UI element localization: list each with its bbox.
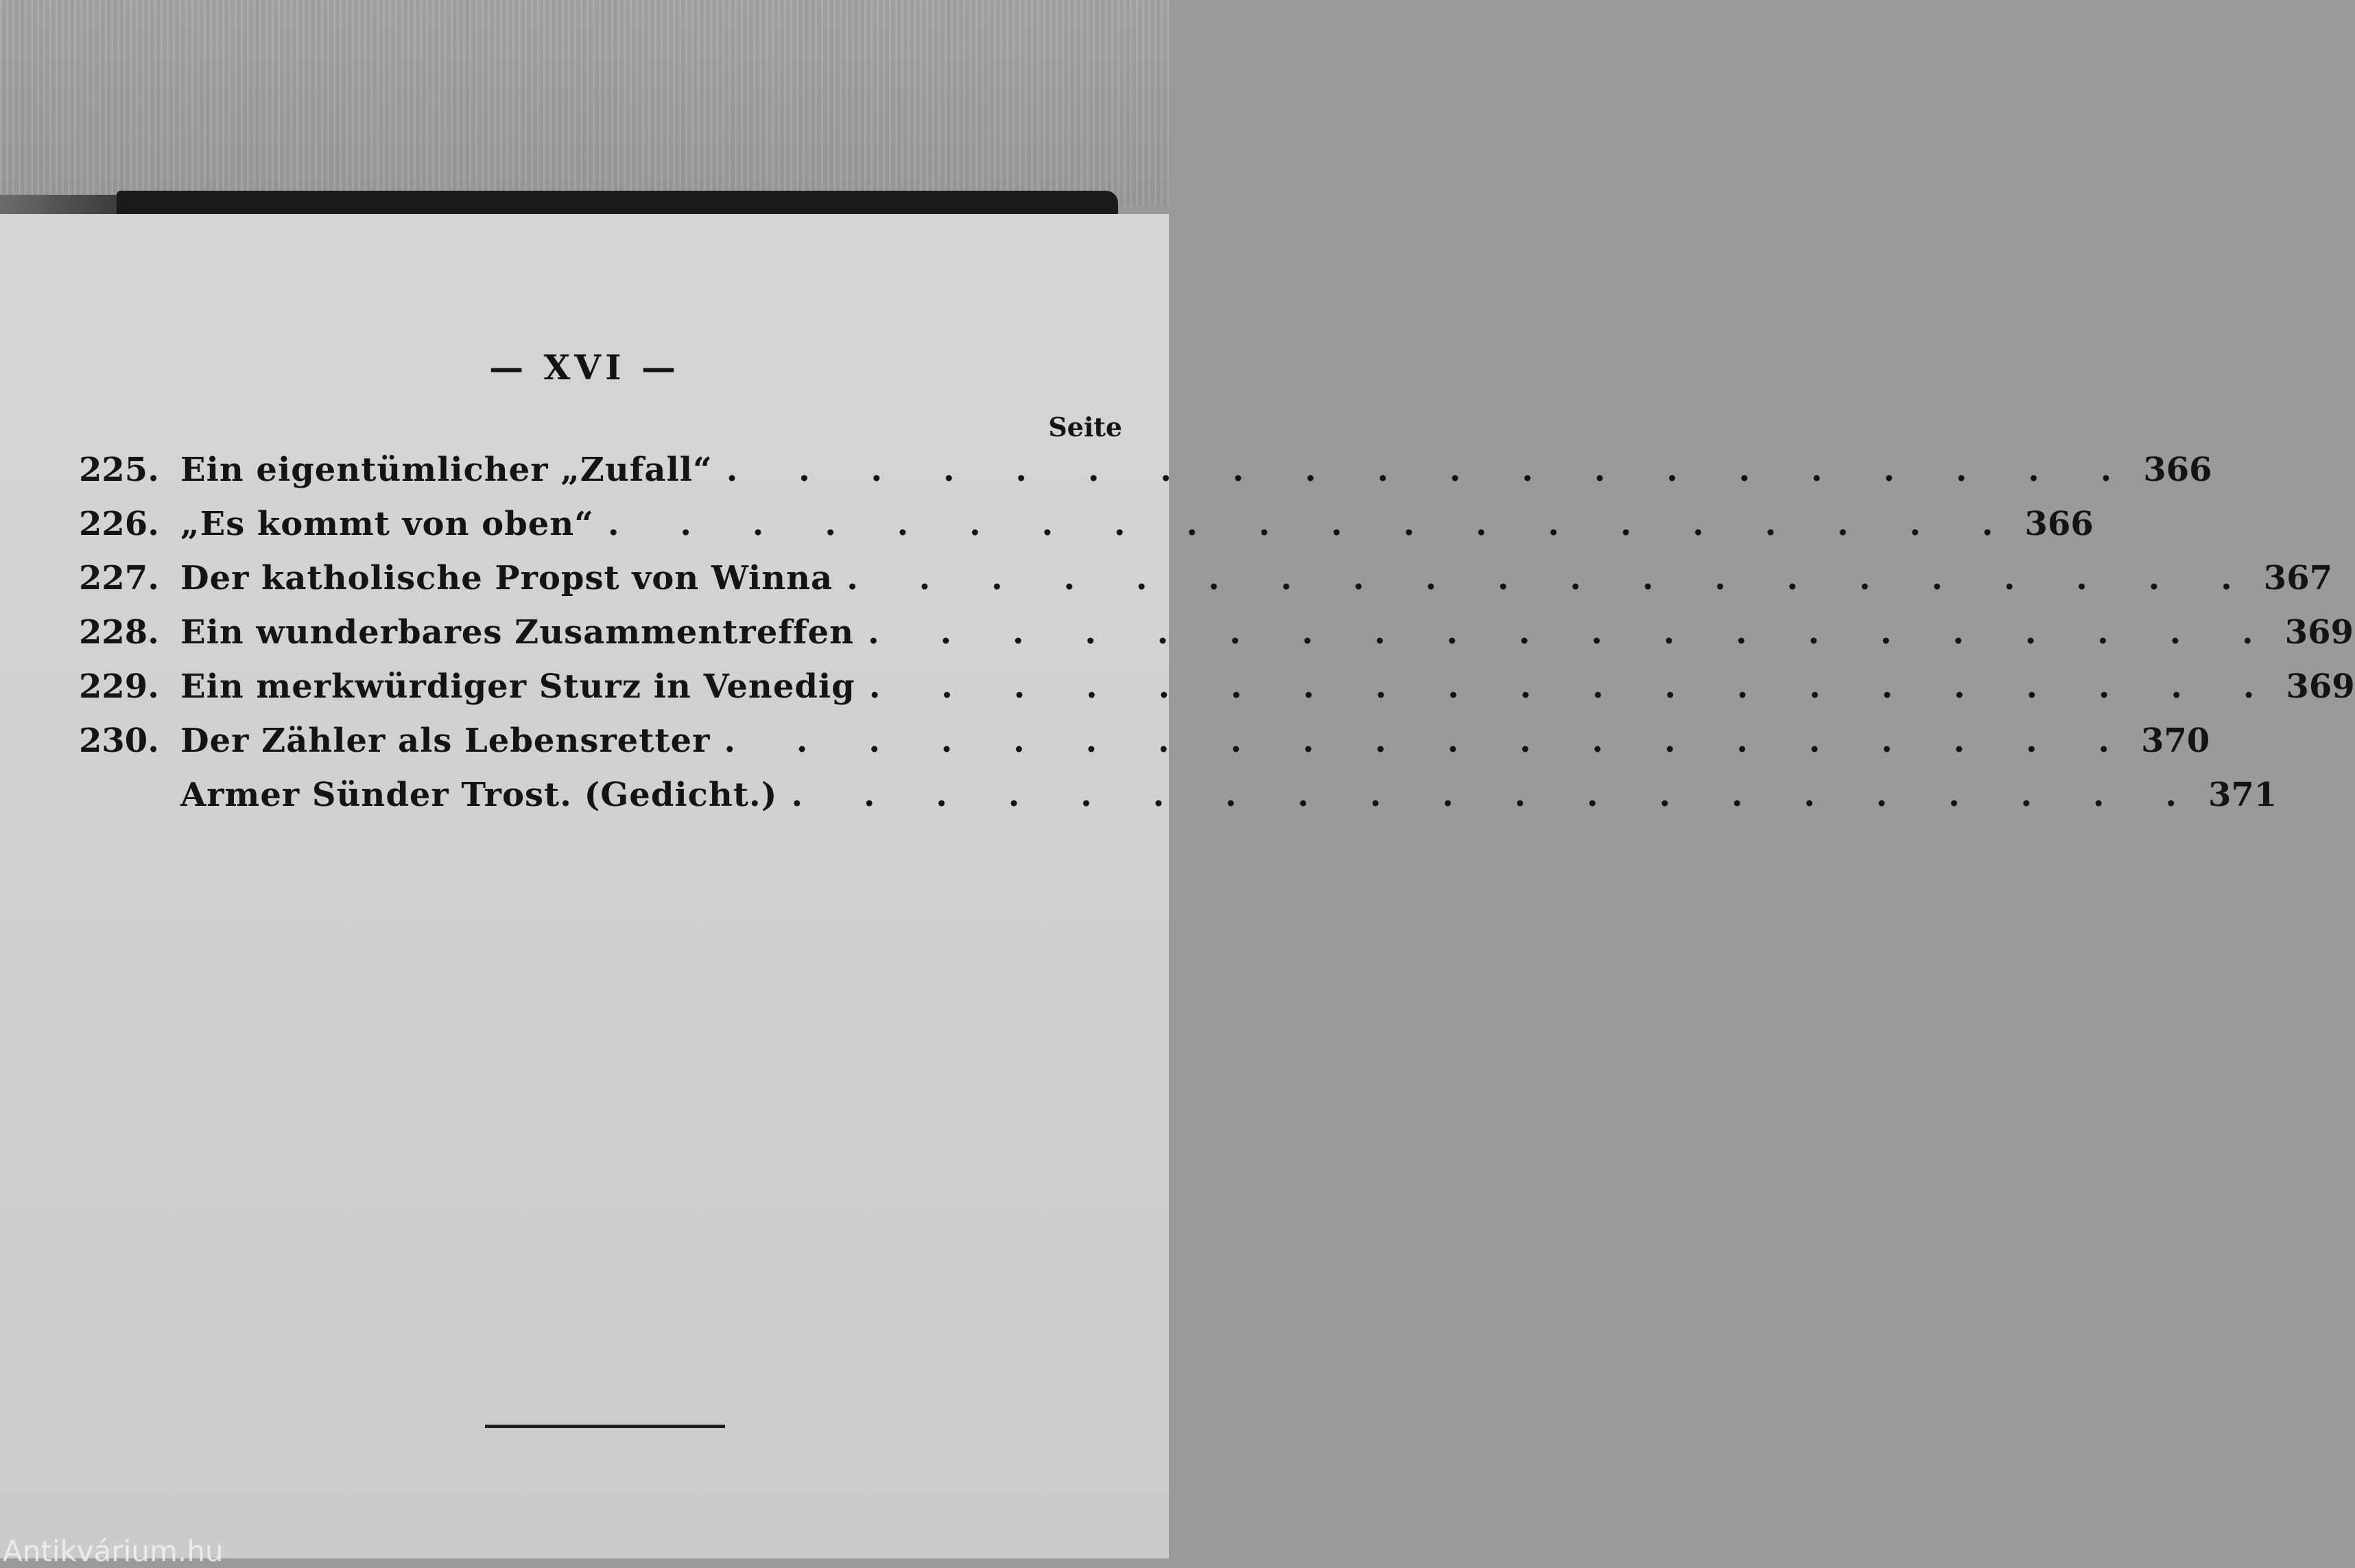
entry-title: Ein wunderbares Zusammentreffen — [180, 613, 854, 652]
toc-entry — [79, 776, 2277, 830]
entry-title: Der Zähler als Lebensretter — [180, 722, 711, 760]
entry-title: Ein merkwürdiger Sturz in Venedig — [180, 667, 855, 706]
toc-entry — [79, 667, 2355, 722]
toc-entry — [79, 505, 2094, 559]
watermark-text: Antikvárium.hu — [3, 1534, 224, 1568]
entry-number: 226. — [79, 505, 159, 543]
entry-number: 229. — [79, 667, 159, 706]
dot-leader: . . . . . . . . . . . . . . . . . . . . — [724, 722, 2135, 760]
dot-leader: . . . . . . . . . . . . . . . . . . . . — [847, 559, 2257, 597]
book-page — [0, 214, 2355, 1558]
entry-page: 369 — [2284, 613, 2354, 652]
toc-entry — [79, 451, 2212, 505]
entry-number: 228. — [79, 613, 159, 652]
entry-title: Ein eigentümlicher „Zufall“ — [180, 451, 713, 489]
page-number-header: — XVI — — [489, 347, 680, 388]
dot-leader: . . . . . . . . . . . . . . . . . . . . — [791, 776, 2202, 814]
entry-number: 225. — [79, 451, 159, 489]
entry-page: 366 — [2143, 451, 2212, 489]
closing-rule — [485, 1425, 725, 1428]
toc-entry — [79, 559, 2332, 613]
entry-page: 370 — [2141, 722, 2210, 760]
dot-leader: . . . . . . . . . . . . . . . . . . . . — [607, 505, 2018, 543]
entry-page: 366 — [2024, 505, 2094, 543]
background-surface — [0, 0, 1169, 206]
entry-title: „Es kommt von oben“ — [180, 505, 594, 543]
entry-page: 369 — [2286, 667, 2355, 706]
dot-leader: . . . . . . . . . . . . . . . . . . . . — [726, 451, 2137, 489]
dot-leader: . . . . . . . . . . . . . . . . . . . . — [867, 613, 2278, 652]
entry-number: 230. — [79, 722, 159, 760]
entry-page: 367 — [2263, 559, 2332, 597]
toc-entry — [79, 613, 2354, 667]
toc-entry — [79, 722, 2210, 776]
entry-number: 227. — [79, 559, 159, 597]
table-of-contents — [79, 451, 2355, 830]
entry-page: 371 — [2208, 776, 2277, 814]
page-column-label: Seite — [1048, 412, 1122, 442]
entry-title: Der katholische Propst von Winna — [180, 559, 833, 597]
dot-leader: . . . . . . . . . . . . . . . . . . . . — [868, 667, 2280, 706]
entry-title: Armer Sünder Trost. (Gedicht.) — [180, 776, 778, 814]
